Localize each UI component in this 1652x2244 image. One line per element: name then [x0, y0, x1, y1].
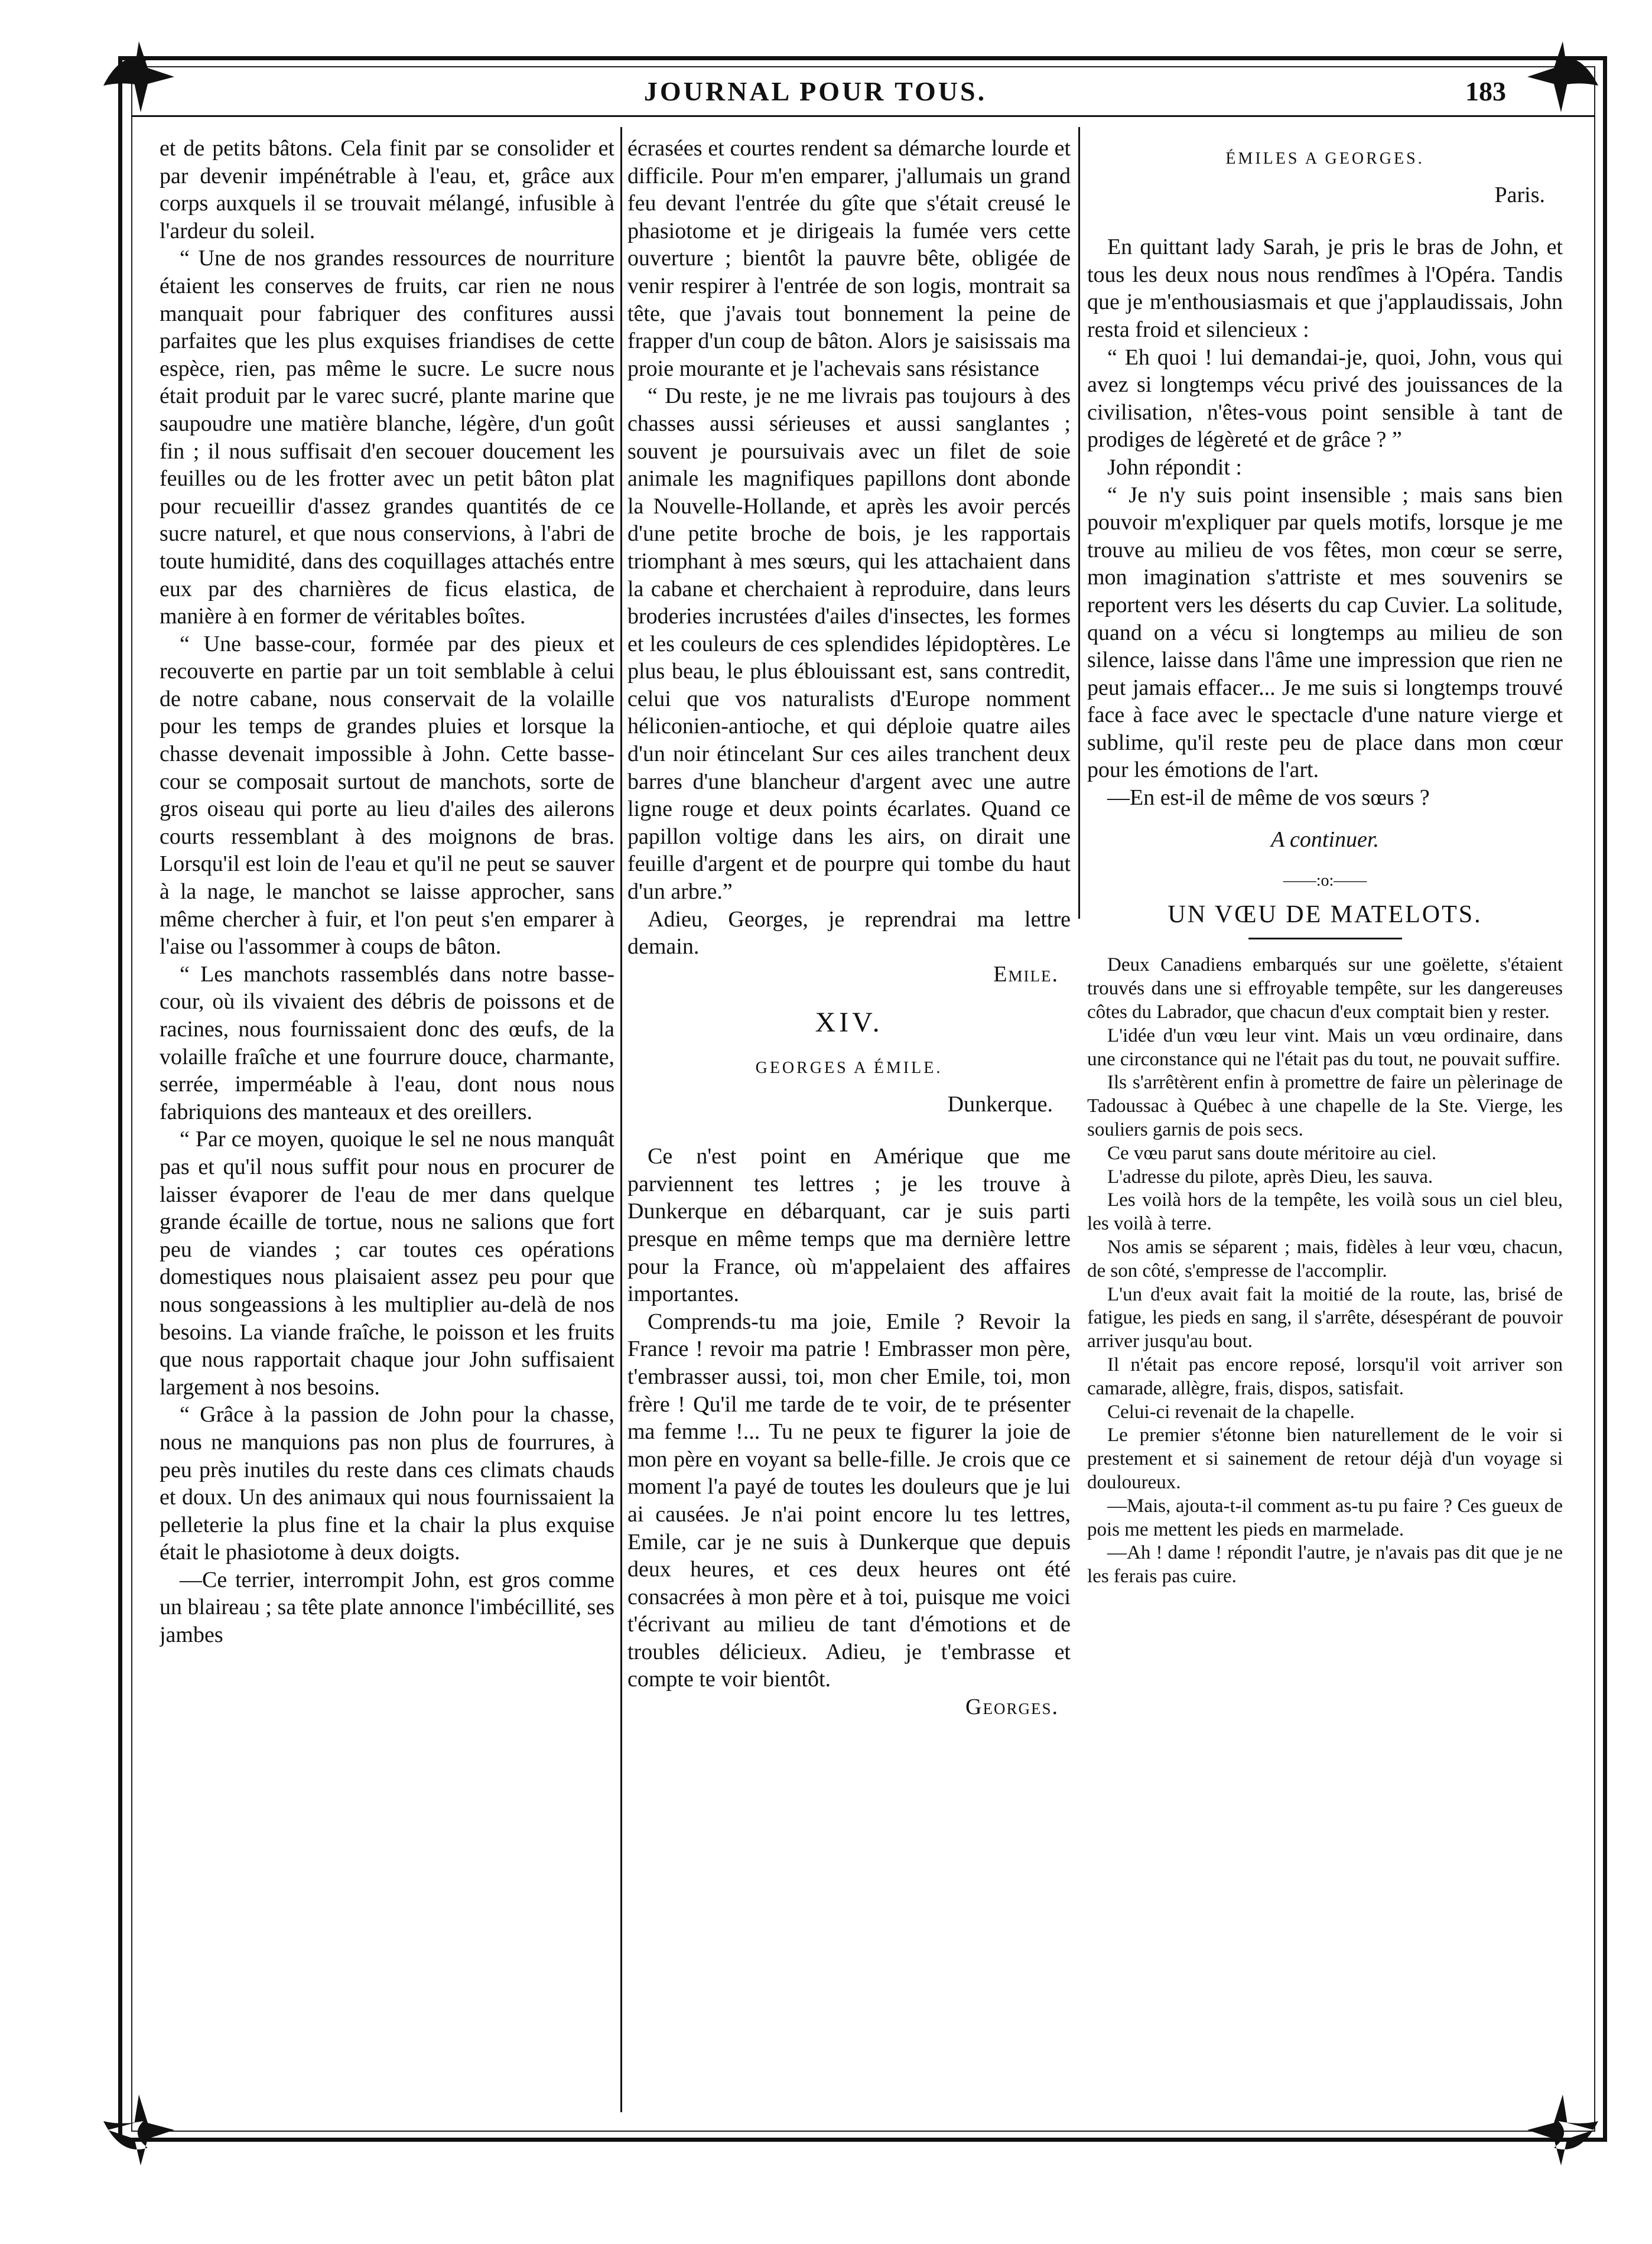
- story-body: [1087, 954, 1563, 1589]
- paragraph: “ Eh quoi ! lui demandai-je, quoi, John, vous qui avez si longtemps vécu privé des jouissances de la civilisation, n'êtes-vous point sensible à tant de prodiges de légèreté et de grâce ? ”: [1087, 344, 1563, 453]
- paragraph: —Mais, ajouta-t-il comment as-tu pu faire ? Ces gueux de pois me mettent les pieds en marmelade.: [1087, 1495, 1563, 1540]
- paragraph: Le premier s'étonne bien naturellement de le voir si prestement et si sainement de retour déjà d'un voyage si douloureux.: [1087, 1425, 1563, 1493]
- paragraph: “ Grâce à la passion de John pour la chasse, nous ne manquions pas non plus de fourrures, à peu près inutiles du reste dans ces climats chauds et doux. Un des animaux qui nous fournissaient la pelleterie la plus fine et la chair la plus exquise était le phasiotome à deux doigts.: [160, 1402, 614, 1565]
- paragraph: John répondit :: [1107, 454, 1242, 480]
- separator: ——:o:——: [1283, 871, 1367, 890]
- letter-heading: GEORGES A ÉMILE.: [755, 1059, 943, 1077]
- paragraph: écrasées et courtes rendent sa démarche lourde et difficile. Pour m'en emparer, j'allumais un grand feu devant l'entrée du gîte que s'était creusé le phasiotome et je dirigeais la fumée vers cette ouverture ; bientôt la pauvre bête, obligée de venir respirer à l'entrée de son logis, montrait sa tête, que j'avais tout bonnement la peine de frapper d'un coup de bâton. Alors je saisissais ma proie mourante et je l'achevais sans résistance: [627, 136, 1071, 381]
- paragraph: “ Je n'y suis point insensible ; mais sans bien pouvoir m'expliquer par quels motifs, lorsque je me trouve au milieu de vos fêtes, mon cœur se serre, mon imagination s'attriste et mes souvenirs se reportent vers les déserts du cap Cuvier. La solitude, quand on a vécu si longtemps au milieu de son silence, laisse dans l'âme une impression que rien ne peut jamais effacer... Je me suis si longtemps trouvé face à face avec le spectacle d'une nature vierge et sublime, qu'il reste peu de place dans mon cœur pour les émotions de l'art.: [1087, 482, 1563, 783]
- running-title: JOURNAL POUR TOUS.: [643, 76, 987, 106]
- corner-ornament-icon: [95, 32, 183, 121]
- paragraph: et de petits bâtons. Cela finit par se consolider et par devenir impénétrable à l'eau, et, grâce aux corps auxquels il se trouvait mélangé, infusible à l'ardeur du soleil.: [160, 136, 614, 243]
- paragraph: “ Par ce moyen, quoique le sel ne nous manquât pas et qu'il nous suffit pour nous en procurer de laisser évaporer de l'eau de mer dans quelque grande écaille de tortue, nous ne salions que fort peu de viandes ; car toutes ces opérations domestiques nous plaisaient assez peu pour que nous songeassions à les multiplier au-delà de nos besoins. La viande fraîche, le poisson et les fruits que nous rapportait chaque jour John suffisaient largement à nos besoins.: [160, 1127, 614, 1400]
- paragraph: Celui-ci revenait de la chapelle.: [1107, 1401, 1355, 1423]
- paragraph: L'un d'eux avait fait la moitié de la route, las, brisé de fatigue, les pieds en sang, il s'arrête, désespérant de pouvoir arriver jusqu'au bout.: [1087, 1283, 1563, 1352]
- paragraph: En quittant lady Sarah, je pris le bras de John, et tous les deux nous nous rendîmes à l'Opéra. Tandis que je m'enthousiasmais et que j'applaudissais, John resta froid et silencieux :: [1087, 235, 1563, 342]
- letter-place: Paris.: [1494, 182, 1545, 207]
- corner-ornament-icon: [1518, 32, 1607, 121]
- paragraph: Ce n'est point en Amérique que me parviennent tes lettres ; je les trouve à Dunkerque en débarquant, car je suis parti presque en même temps que ma dernière lettre pour la France, où m'appelaient des affaires importantes.: [627, 1144, 1071, 1307]
- story-title: UN VŒU DE MATELOTS.: [1168, 900, 1482, 928]
- signature: Georges.: [965, 1695, 1059, 1720]
- letter-place: Dunkerque.: [947, 1091, 1053, 1117]
- section-number: XIV.: [815, 1007, 883, 1039]
- title-rule: [1248, 938, 1402, 939]
- letter-heading: ÉMILES A GEORGES.: [1225, 149, 1425, 168]
- paragraph: Deux Canadiens embarqués sur une goëlette, s'étaient trouvés dans une si effroyable tempête, sur les dangereuses côtes du Labrador, que chacun d'eux comptait bien y rester.: [1087, 954, 1563, 1023]
- paragraph: Ils s'arrêtèrent enfin à promettre de faire un pèlerinage de Tadoussac à Québec à une chapelle de la Ste. Vierge, les souliers garnis de pois secs.: [1087, 1072, 1563, 1141]
- paragraph: “ Une basse-cour, formée par des pieux et recouverte en partie par un toit semblable à celui de notre cabane, nous conservait de la volaille pour les temps de grandes pluies et lorsque la chasse devenait impossible à John. Cette basse-cour se composait surtout de manchots, sorte de gros oiseau qui porte au lieu d'ailes des ailerons courts ressemblant à des moignons de bras. Lorsqu'il est loin de l'eau et qu'il ne peut se sauver à la nage, le manchot se laisse approcher, sans même chercher à fuir, et l'on peut s'en emparer à l'aise ou l'assommer à coups de bâton.: [160, 631, 614, 960]
- to-be-continued: A continuer.: [1271, 827, 1379, 852]
- signature: Emile.: [993, 961, 1059, 987]
- paragraph: Les voilà hors de la tempête, les voilà sous un ciel bleu, les voilà à terre.: [1087, 1189, 1563, 1235]
- paragraph: —En est-il de même de vos sœurs ?: [1107, 785, 1430, 811]
- paragraph: Ce vœu parut sans doute méritoire au ciel.: [1107, 1142, 1437, 1164]
- paragraph: “ Les manchots rassemblés dans notre basse-cour, où ils vivaient des débris de poissons et de racines, nous fournissaient donc des œufs, de la volaille fraîche et une fourrure douce, charmante, serrée, imperméable à l'eau, dont nous nous fabriquions des manteaux et des oreillers.: [160, 961, 614, 1124]
- column-3: [1087, 135, 1563, 2120]
- header-rule: [131, 115, 1595, 117]
- paragraph: Nos amis se séparent ; mais, fidèles à leur vœu, chacun, de son côté, s'empresse de l'accomplir.: [1087, 1237, 1563, 1282]
- column-1: [160, 135, 614, 2120]
- paragraph: Il n'était pas encore reposé, lorsqu'il voit arriver son camarade, allègre, frais, dispos, satisfait.: [1087, 1354, 1563, 1399]
- paragraph: “ Du reste, je ne me livrais pas toujours à des chasses aussi sérieuses et aussi sanglantes ; souvent je poursuivais avec un filet de soie animale les magnifiques papillons dont abonde la Nouvelle-Hollande, et après les avoir percés d'une petite broche de bois, je les rapportais triomphant à mes sœurs, qui les attachaient dans la cabane et cherchaient à reproduire, dans leurs broderies incrustées d'ailes d'insectes, les formes et les couleurs de ces splendides lépidoptères. Le plus beau, le plus éblouissant est, sans contredit, celui que vos naturalists d'Europe nomment héliconien-antioche, et qui déploie quatre ailes d'un noir étincelant Sur ces ailes tranchent deux barres d'une blancheur d'argent avec une autre ligne rouge et deux points écarlates. Quand ce papillon voltige dans les airs, on dirait une feuille d'argent et de pourpre qui tombe du haut d'un arbre.”: [627, 383, 1071, 905]
- paragraph: —Ce terrier, interrompit John, est gros comme un blaireau ; sa tête plate annonce l'imbécillité, ses jambes: [160, 1567, 614, 1648]
- column-rule: [1078, 127, 1080, 919]
- paragraph: Comprends-tu ma joie, Emile ? Revoir la France ! revoir ma patrie ! Embrasser mon père, t'embrasser aussi, toi, mon cher Emile, toi, mon frère ! Qu'il me tarde de te voir, de te présenter ma femme !... Tu ne peux te figurer la joie de mon père en voyant sa belle-fille. Je crois que ce moment l'a payé de toutes les douleurs que je lui ai causées. Je n'ai point encore lu tes lettres, Emile, car je ne suis à Dunkerque que depuis deux heures, et ces deux heures ont été consacrées à mon père et à toi, puisque me voici t'écrivant au milieu de tant d'émotions et de troubles délicieux. Adieu, je t'embrasse et compte te voir bientôt.: [627, 1309, 1071, 1692]
- paragraph: “ Une de nos grandes ressources de nourriture étaient les conserves de fruits, car rien ne nous manquait pour fabriquer des confitures aussi parfaites que les plus exquises friandises de cette espèce, rien, pas même le sucre. Le sucre nous était produit par le varec sucré, plante marine que saupoudre une matière blanche, légère, d'un goût fin ; il nous suffisait d'en secouer doucement les feuilles ou de les frotter avec un petit bâton plat pour recueillir d'assez grandes quantités de ce sucre naturel, et que nous conservions, à l'abri de toute humidité, dans des coquillages attachés entre eux par des charnières de ficus elastica, de manière à en former de véritables boîtes.: [160, 246, 614, 629]
- column-rule: [620, 127, 622, 2112]
- paragraph: Adieu, Georges, je reprendrai ma lettre demain.: [627, 906, 1071, 960]
- page-number: 183: [1465, 76, 1506, 106]
- paragraph: L'idée d'un vœu leur vint. Mais un vœu ordinaire, dans une circonstance qui ne l'était pas du tout, ne pouvait suffire.: [1087, 1025, 1563, 1070]
- column-2: [627, 135, 1071, 2120]
- paragraph: —Ah ! dame ! répondit l'autre, je n'avais pas dit que je ne les ferais pas cuire.: [1087, 1542, 1563, 1588]
- paragraph: L'adresse du pilote, après Dieu, les sauva.: [1107, 1166, 1433, 1188]
